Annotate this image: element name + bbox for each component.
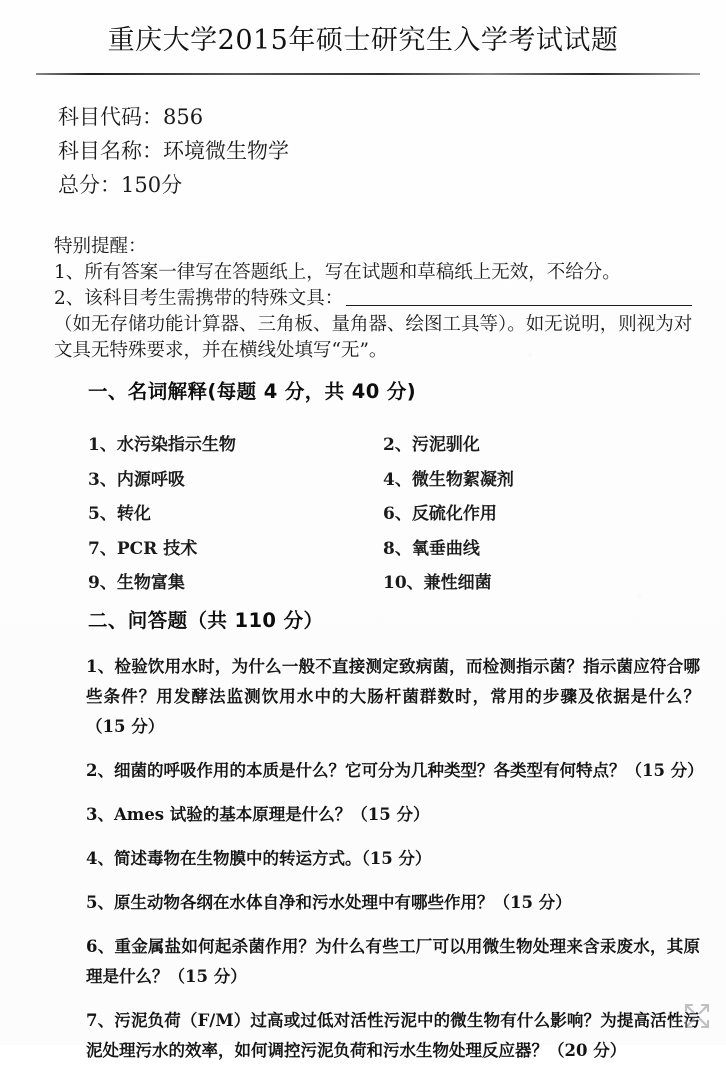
term-item: 4、微生物絮凝剂 [383, 469, 514, 490]
notice-item-2 [54, 286, 706, 312]
question-item: 3、Ames 试验的基本原理是什么？（15 分） [86, 805, 430, 824]
exam-meta-block [58, 100, 658, 202]
term-item: 9、生物富集 [88, 573, 185, 593]
term-item: 7、PCR 技术 [88, 538, 198, 559]
title-divider [36, 73, 700, 75]
stationery-blank-line[interactable] [346, 288, 692, 306]
question-item: 5、原生动物各纲在水体自净和污水处理中有哪些作用？（15 分） [86, 893, 572, 912]
page-title: 重庆大学2015年硕士研究生入学考试试题 [107, 25, 619, 56]
subject-code-value: 856 [163, 105, 204, 129]
term-item: 10、兼性细菌 [383, 573, 492, 593]
section-heading-essay: 二、问答题（共 110 分） [88, 609, 324, 632]
term-item: 5、转化 [88, 504, 151, 524]
terms-column-left [88, 428, 378, 601]
question-item: 2、细菌的呼吸作用的本质是什么？它可分为几种类型？各类型有何特点？（15 分） [86, 761, 704, 780]
total-score-label: 总分： [58, 173, 121, 197]
notice-heading: 特别提醒： [54, 236, 147, 257]
subject-name-row [58, 134, 658, 168]
terms-column-right [383, 428, 703, 601]
total-score-value: 150分 [121, 173, 183, 197]
term-item: 6、反硫化作用 [383, 504, 497, 524]
question-item: 1、检验饮用水时，为什么一般不直接测定致病菌，而检测指示菌？指示菌应符合哪些条件？用发酵法监测饮用水中的大肠杆菌群数时，常用的步骤及依据是什么？（15 分） [86, 657, 700, 736]
question-item: 6、重金属盐如何起杀菌作用？为什么有些工厂可以用微生物处理来含汞废水，其原理是什么？（15 分） [86, 937, 700, 986]
notice-item-2-continued: （如无存储功能计算器、三角板、量角器、绘图工具等）。如无说明，则视为对文具无特殊要求，并在横线处填写“无”。 [54, 314, 693, 361]
section-heading-terms: 一、名词解释(每题 4 分，共 40 分) [88, 380, 417, 403]
expand-arrows-icon[interactable] [682, 1001, 712, 1031]
term-item: 2、污泥驯化 [383, 435, 480, 455]
subject-code-label: 科目代码： [58, 105, 163, 129]
question-item: 4、简述毒物在生物膜中的转运方式。（15 分） [86, 849, 432, 868]
subject-name-label: 科目名称： [58, 139, 163, 163]
term-item: 3、内源呼吸 [88, 469, 185, 490]
subject-code-row [58, 100, 658, 134]
terms-list [0, 428, 726, 593]
special-notice-block [54, 234, 706, 364]
subject-name-value: 环境微生物学 [163, 139, 289, 163]
notice-item-1: 1、所有答案一律写在答题纸上，写在试题和草稿纸上无效，不给分。 [54, 262, 621, 283]
term-item: 1、水污染指示生物 [88, 435, 236, 455]
term-item: 8、氧垂曲线 [383, 538, 480, 559]
total-score-row [58, 168, 658, 202]
notice-item-2-prefix: 2、该科目考生需携带的特殊文具： [54, 288, 344, 309]
essay-question-list [86, 652, 704, 1080]
question-item: 7、污泥负荷（F/M）过高或过低对活性污泥中的微生物有什么影响？为提高活性污泥处理污水的效率，如何调控污泥负荷和污水生物处理反应器？（20 分） [86, 1011, 700, 1060]
